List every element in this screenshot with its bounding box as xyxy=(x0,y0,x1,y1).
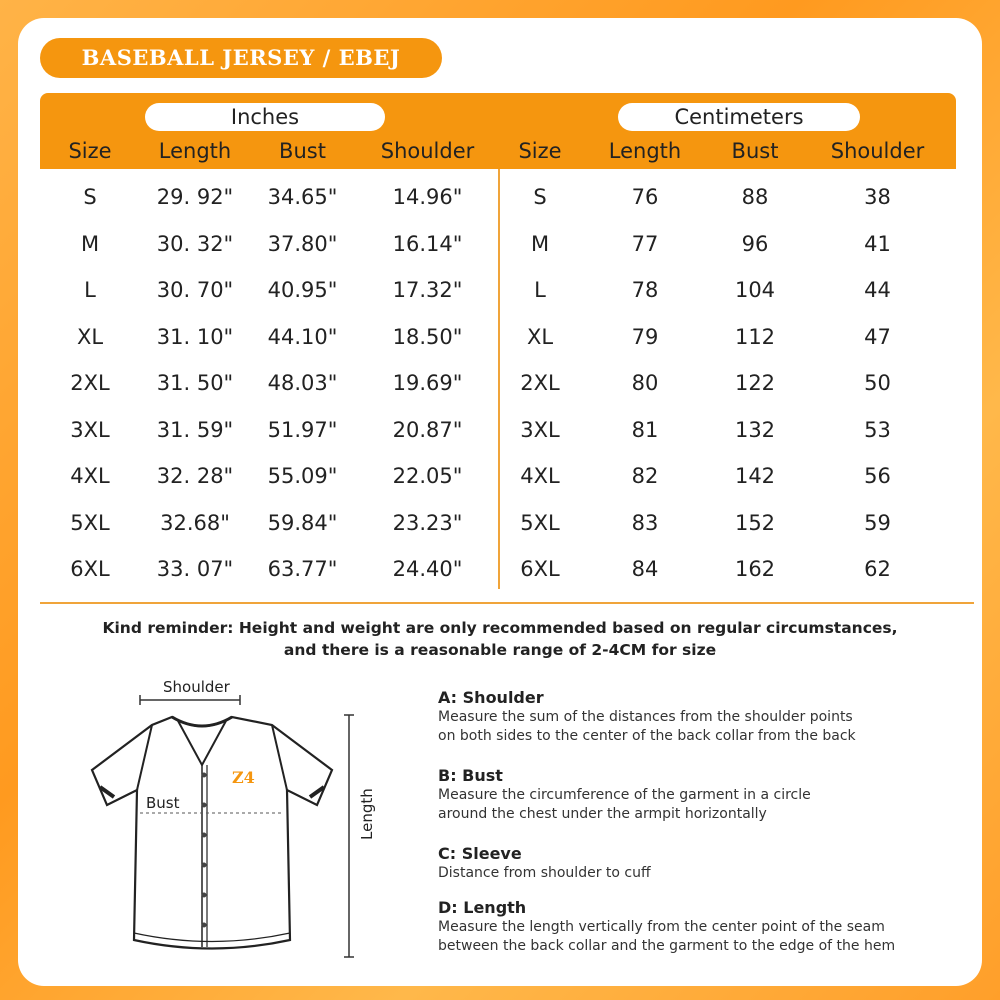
cell: 47 xyxy=(864,324,891,349)
legend-bust xyxy=(438,766,978,824)
header-length-cm: Length xyxy=(608,139,682,163)
legend-length xyxy=(438,898,978,956)
size-table-body xyxy=(0,174,1000,593)
cell: 84 xyxy=(631,557,659,581)
table-row xyxy=(0,360,1000,407)
table-row xyxy=(0,453,1000,500)
cell: 3XL xyxy=(70,417,110,442)
cell: 81 xyxy=(631,417,659,442)
legend-title: A: Shoulder xyxy=(438,688,544,707)
cell: 40.95" xyxy=(267,278,338,302)
header-size-in: Size xyxy=(68,139,112,163)
table-row xyxy=(0,407,1000,454)
cell: 55.09" xyxy=(267,464,338,488)
legend-text: Measure the sum of the distances from the shoulder points xyxy=(438,709,853,725)
table-row xyxy=(0,314,1000,361)
bust-label: Bust xyxy=(146,794,180,812)
legend-title: B: Bust xyxy=(438,766,503,785)
cell: 77 xyxy=(631,231,659,256)
cell: 37.80" xyxy=(267,231,338,256)
cell: 44.10" xyxy=(267,324,338,349)
table-row xyxy=(0,267,1000,314)
cell: 32. 28" xyxy=(156,464,234,488)
cell: 53 xyxy=(864,417,891,442)
cell: S xyxy=(83,185,97,209)
legend-title: C: Sleeve xyxy=(438,844,522,863)
cell: M xyxy=(80,231,100,256)
reminder-line-1: Kind reminder: Height and weight are only recommended based on regular circumstances, xyxy=(102,619,898,637)
cell: 62 xyxy=(864,557,891,581)
table-row xyxy=(0,500,1000,547)
cell: 51.97" xyxy=(267,417,338,442)
cell: 76 xyxy=(631,185,659,209)
cell: 20.87" xyxy=(392,417,463,442)
cell: 96 xyxy=(741,231,769,256)
header-size-cm: Size xyxy=(518,139,562,163)
cell: 5XL xyxy=(70,510,110,535)
legend-sleeve xyxy=(438,844,978,883)
legend-title: D: Length xyxy=(438,898,527,917)
kind-reminder xyxy=(40,617,960,661)
header-shoulder-cm: Shoulder xyxy=(830,139,925,163)
cell: 18.50" xyxy=(392,324,463,349)
legend-text: Measure the circumference of the garment in a circle xyxy=(438,787,811,803)
cell: 41 xyxy=(864,231,891,256)
legend-shoulder xyxy=(438,688,978,746)
cell: 152 xyxy=(734,510,776,535)
cell: 34.65" xyxy=(267,185,338,209)
cell: 30. 32" xyxy=(156,231,234,256)
cell: 23.23" xyxy=(392,510,463,535)
centimeters-unit-label: Centimeters xyxy=(618,103,860,131)
section-divider xyxy=(40,602,974,604)
cell: 104 xyxy=(734,278,776,302)
cell: 33. 07" xyxy=(156,557,234,581)
cell: 162 xyxy=(734,557,776,581)
cell: 44 xyxy=(864,278,891,302)
cell: 22.05" xyxy=(392,464,463,488)
cell: L xyxy=(84,278,96,302)
cell: 38 xyxy=(864,185,891,209)
cell: 30. 70" xyxy=(156,278,234,302)
cell: 31. 59" xyxy=(156,417,234,442)
cell: 31. 50" xyxy=(156,371,234,395)
cell: 17.32" xyxy=(392,278,463,302)
cell: 82 xyxy=(631,464,659,488)
shoulder-label: Shoulder xyxy=(163,678,230,696)
page-title: BASEBALL JERSEY / EBEJ xyxy=(40,38,442,78)
brand-logo: Z4 xyxy=(232,768,255,787)
table-row xyxy=(0,221,1000,268)
inches-unit-label: Inches xyxy=(145,103,385,131)
cell: 29. 92" xyxy=(156,185,234,209)
cell: 48.03" xyxy=(267,371,338,395)
cell: 59 xyxy=(864,510,891,535)
cell: 88 xyxy=(741,185,769,209)
cell: 14.96" xyxy=(392,185,463,209)
cell: 2XL xyxy=(70,371,110,395)
table-row xyxy=(0,546,1000,593)
cell: 63.77" xyxy=(267,557,338,581)
cell: 56 xyxy=(864,464,891,488)
cell: 6XL xyxy=(70,557,110,581)
cell: L xyxy=(534,278,546,302)
cell: 142 xyxy=(734,464,776,488)
header-length-in: Length xyxy=(158,139,232,163)
cell: S xyxy=(533,185,547,209)
cell: 32.68" xyxy=(160,510,230,535)
cell: 59.84" xyxy=(267,510,338,535)
header-bust-cm: Bust xyxy=(731,139,779,163)
cell: XL xyxy=(76,324,104,349)
cell: 4XL xyxy=(520,464,560,488)
reminder-line-2: and there is a reasonable range of 2-4CM for size xyxy=(283,641,717,659)
legend-text: between the back collar and the garment to the edge of the hem xyxy=(438,938,896,954)
cell: 50 xyxy=(864,371,891,395)
cell: 19.69" xyxy=(392,371,463,395)
cell: 83 xyxy=(631,510,659,535)
table-row xyxy=(0,174,1000,221)
cell: 6XL xyxy=(520,557,560,581)
cell: 112 xyxy=(734,324,776,349)
legend-text: Distance from shoulder to cuff xyxy=(438,865,651,881)
header-shoulder-in: Shoulder xyxy=(380,139,475,163)
cell: 132 xyxy=(734,417,776,442)
cell: 24.40" xyxy=(392,557,463,581)
cell: 31. 10" xyxy=(156,324,234,349)
cell: M xyxy=(530,231,550,256)
legend-text: Measure the length vertically from the center point of the seam xyxy=(438,919,885,935)
legend-text: around the chest under the armpit horizontally xyxy=(438,806,767,822)
cell: 16.14" xyxy=(392,231,463,256)
jersey-diagram xyxy=(62,695,362,965)
header-bust-in: Bust xyxy=(279,139,326,163)
cell: 3XL xyxy=(520,417,560,442)
cell: 4XL xyxy=(70,464,110,488)
legend-text: on both sides to the center of the back collar from the back xyxy=(438,728,856,744)
cell: 122 xyxy=(734,371,776,395)
cell: 80 xyxy=(631,371,659,395)
cell: 5XL xyxy=(520,510,560,535)
cell: 2XL xyxy=(520,371,560,395)
length-label: Length xyxy=(358,788,376,840)
cell: XL xyxy=(526,324,554,349)
cell: 79 xyxy=(631,324,659,349)
cell: 78 xyxy=(631,278,659,302)
